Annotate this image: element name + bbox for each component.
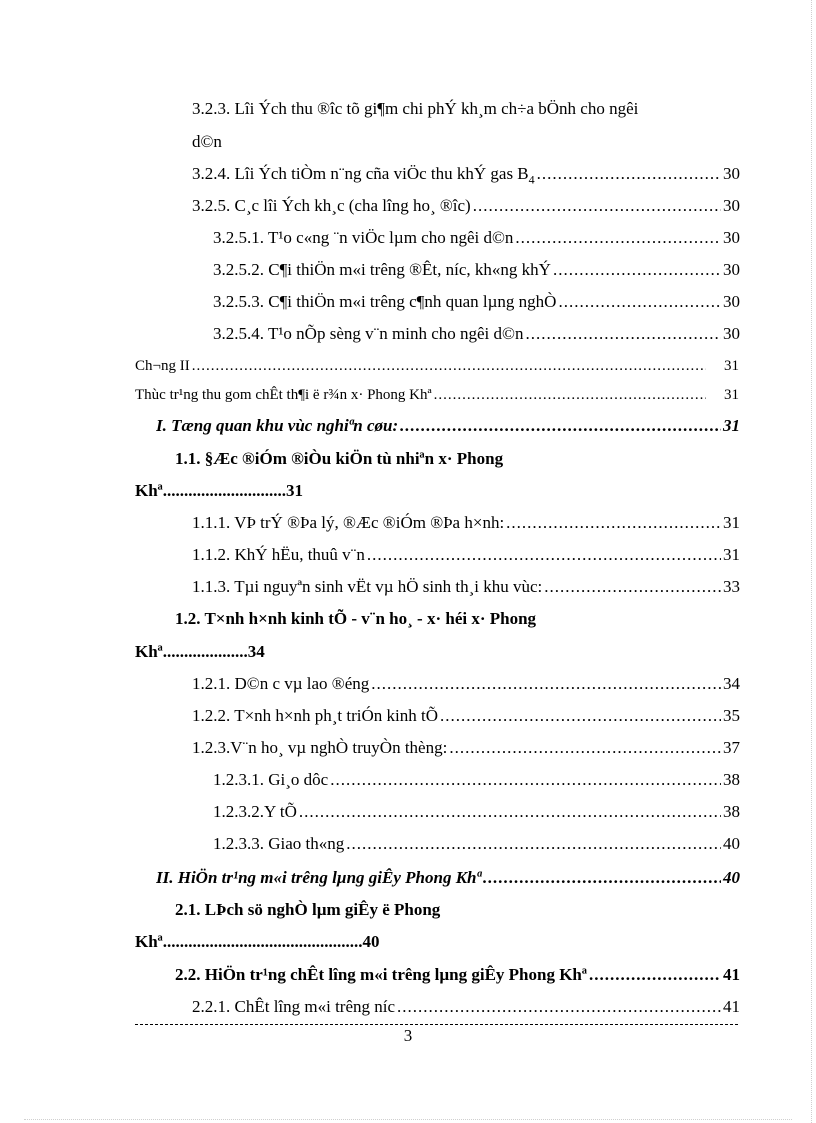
page-number: 30: [723, 164, 740, 183]
toc-entry-3-2-3-continuation: d©n: [192, 132, 222, 151]
toc-entry-1-1[interactable]: 1.1. §Æc ®iÓm ®iÒu kiÖn tù nhiªn x· Phong: [175, 449, 504, 468]
toc-entry-section-I[interactable]: I. Tæng quan khu vùc nghiªn cøu: ..... 31: [156, 414, 740, 438]
toc-entry-1-2-1[interactable]: 1.2.1. D©n c vµ lao ®éng ..... 34: [192, 672, 740, 696]
toc-entry-chapter-2[interactable]: Ch¬ng II ..... 31: [135, 354, 739, 378]
leader-dots: [537, 162, 721, 186]
toc-entry-1-1-1[interactable]: 1.1.1. VÞ trÝ ®Þa lý, ®Æc ®iÓm ®Þa h×nh: ..... 31: [192, 511, 740, 535]
toc-entry-section-II[interactable]: II. HiÖn tr¹ng m«i trêng lµng giÊy Phong Khª ..... 40: [156, 866, 740, 890]
page-edge-right: [811, 0, 812, 1123]
toc-entry-2-2-1[interactable]: 2.2.1. ChÊt lîng m«i trêng níc ..... 41: [192, 995, 740, 1019]
toc-entry-1-2-3-1[interactable]: 1.2.3.1. Gi¸o dôc ..... 38: [213, 768, 740, 792]
toc-entry-3-2-5-1[interactable]: 3.2.5.1. T¹o c«ng ¨n viÖc lµm cho ngêi d©n ..... 30: [213, 226, 740, 250]
toc-entry-1-2-continuation: Khª....................34: [135, 642, 265, 661]
leader-dots: [473, 194, 721, 218]
toc-entry-3-2-3[interactable]: [192, 97, 740, 121]
toc-entry-1-2[interactable]: 1.2. T×nh h×nh kinh tÕ - v¨n ho¸ - x· héi x· Phong: [175, 609, 537, 628]
toc-entry-1-2-2[interactable]: 1.2.2. T×nh h×nh ph¸t triÓn kinh tÕ ..... 35: [192, 704, 740, 728]
toc-entry-2-1-continuation: Khª...............................................40: [135, 932, 380, 951]
toc-entry-chapter-2-title[interactable]: Thùc tr¹ng thu gom chÊt th¶i ë r¾n x· Phong Khª ..... 31: [135, 383, 739, 407]
toc-entry-3-2-5-4[interactable]: 3.2.5.4. T¹o nÕp sèng v¨n minh cho ngêi d©n ..... 30: [213, 322, 740, 346]
toc-entry-1-1-2[interactable]: 1.1.2. KhÝ hËu, thuû v¨n ..... 31: [192, 543, 740, 567]
toc-entry-3-2-5-3[interactable]: 3.2.5.3. C¶i thiÖn m«i trêng c¶nh quan lµng nghÒ ..... 30: [213, 290, 740, 314]
toc-entry-1-2-3-2[interactable]: 1.2.3.2.Y tÕ ..... 38: [213, 800, 740, 824]
page-number-footer: 3: [403, 1026, 413, 1045]
toc-entry-2-1[interactable]: 2.1. LÞch sö nghÒ lµm giÊy ë Phong: [175, 900, 441, 919]
toc-entry-3-2-5[interactable]: 3.2.5. C¸c lîi Ých kh¸c (cha lîng ho¸ ®îc) ..... 30: [192, 194, 740, 218]
toc-entry-3-2-5-2[interactable]: 3.2.5.2. C¶i thiÖn m«i trêng ®Êt, níc, kh«ng khÝ ..... 30: [213, 258, 740, 282]
toc-entry-1-2-3-3[interactable]: 1.2.3.3. Giao th«ng ..... 40: [213, 832, 740, 856]
footer-divider: [135, 1024, 738, 1025]
toc-entry-1-2-3[interactable]: 1.2.3.V¨n ho¸ vµ nghÒ truyÒn thèng: ..... 37: [192, 736, 740, 760]
page-edge-bottom: [24, 1119, 792, 1120]
toc-entry-text: 3.2.3. Lîi Ých thu ®îc tõ gi¶m chi phÝ kh¸m ch÷a bÖnh cho ngêi: [192, 99, 639, 118]
toc-entry-1-1-3[interactable]: 1.1.3. Tµi nguyªn sinh vËt vµ hÖ sinh th¸i khu vùc: ..... 33: [192, 575, 740, 599]
toc-entry-2-2[interactable]: 2.2. HiÖn tr¹ng chÊt lîng m«i trêng lµng giÊy Phong Khª ..... 41: [175, 963, 740, 987]
toc-entry-3-2-4[interactable]: 3.2.4. Lîi Ých tiÒm n¨ng cña viÖc thu khÝ gas $B_4$ ..... 30: [192, 162, 740, 186]
toc-entry-1-1-continuation: Khª.............................31: [135, 481, 304, 500]
